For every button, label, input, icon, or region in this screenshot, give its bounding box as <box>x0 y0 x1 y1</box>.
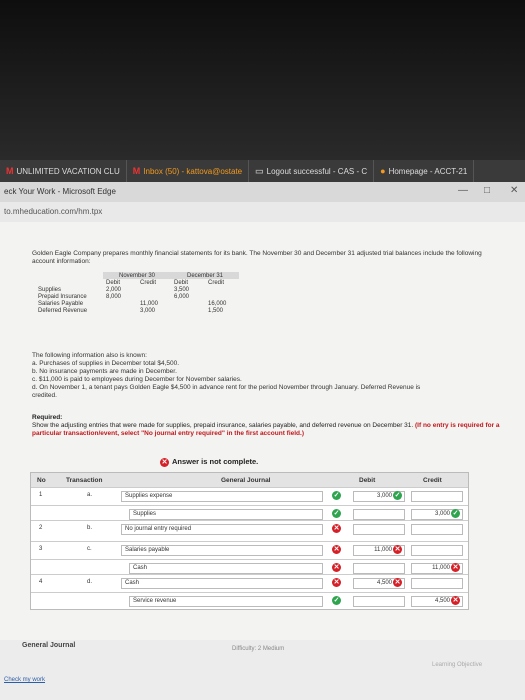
check-icon: ✓ <box>452 510 459 517</box>
cross-icon: ✕ <box>333 564 340 571</box>
tab-homepage[interactable] <box>374 160 474 182</box>
banner-text: Answer is not complete. <box>172 457 259 466</box>
tab-label: UNLIMITED VACATION CLU <box>16 166 120 176</box>
credit-value: 3,000 <box>434 511 450 517</box>
column-header: Transaction <box>66 477 103 484</box>
browser-tab-bar <box>0 160 525 182</box>
row-number: 2 <box>39 525 43 531</box>
table-row <box>35 300 239 307</box>
transaction-letter: c. <box>87 546 92 552</box>
column-header: Debit <box>359 477 376 484</box>
answer-status-banner <box>160 457 350 469</box>
check-icon: ✓ <box>333 492 340 499</box>
cross-icon: ✕ <box>394 579 401 586</box>
close-icon[interactable]: ✕ <box>510 185 519 196</box>
transaction-letter: b. <box>87 525 93 531</box>
homepage-icon: ● <box>380 166 386 176</box>
credit-value: 11,000 <box>432 565 450 571</box>
account-value: Cash <box>133 565 148 571</box>
account-field[interactable] <box>121 545 323 556</box>
tab-unlimited-vacation[interactable] <box>0 160 127 182</box>
trial-balance-table <box>35 272 239 314</box>
error-icon: ✕ <box>161 458 168 466</box>
debit-field[interactable] <box>353 524 405 535</box>
url-text: to.mheducation.com/hm.tpx <box>4 207 103 216</box>
transaction-letter: a. <box>87 492 93 498</box>
cell: 6,000 <box>174 293 190 300</box>
gmail-icon: M <box>132 166 141 176</box>
account-field[interactable] <box>121 578 323 589</box>
table-row <box>35 307 239 314</box>
transaction-letter: d. <box>87 579 93 585</box>
credit-field[interactable] <box>411 545 463 556</box>
table-row <box>31 520 468 541</box>
credit-value: 4,500 <box>434 598 450 604</box>
cell <box>205 293 239 300</box>
cell <box>171 300 205 307</box>
debit-field[interactable] <box>353 596 405 607</box>
learning-objective-label: Learning Objective <box>432 662 483 668</box>
column-header: Debit <box>106 279 121 286</box>
minimize-icon[interactable]: — <box>458 185 468 196</box>
account-name: Prepaid Insurance <box>38 293 87 300</box>
column-header: Credit <box>208 279 225 286</box>
account-name: Deferred Revenue <box>38 307 88 314</box>
account-value: Service revenue <box>133 598 177 604</box>
address-bar[interactable] <box>0 202 525 223</box>
tab-label: Inbox (50) - kattova@ostate <box>143 166 243 176</box>
account-value: Salaries payable <box>125 547 170 553</box>
journal-rows <box>31 487 468 609</box>
account-value: No journal entry required <box>125 526 192 532</box>
required-label: Required: <box>32 414 63 421</box>
tab-label: Logout successful - CAS - C <box>266 166 368 176</box>
row-number: 1 <box>39 492 43 498</box>
problem-intro: Golden Eagle Company prepares monthly financial statements for its bank. The November 30 and December 31 adjusted trial balances include the following account information: <box>32 250 482 265</box>
cell: 11,000 <box>140 300 158 307</box>
table-row <box>31 592 468 609</box>
credit-field[interactable] <box>411 491 463 502</box>
window-title-bar <box>0 182 525 202</box>
check-icon: ✓ <box>394 492 401 499</box>
account-field[interactable] <box>129 596 323 607</box>
tab-inbox[interactable] <box>127 160 249 182</box>
column-header: Debit <box>174 279 189 286</box>
info-line: a. Purchases of supplies in December total $4,500. <box>32 360 180 367</box>
maximize-icon[interactable]: □ <box>484 185 491 196</box>
cell: 8,000 <box>106 293 122 300</box>
cell: 1,500 <box>208 307 224 314</box>
cell: 16,000 <box>208 300 227 307</box>
check-icon: ✓ <box>333 510 340 517</box>
cell <box>171 307 205 314</box>
required-instruction: (If no entry is required for a particular transaction/event, select "No journal entry required" in the first account field.) <box>32 422 500 437</box>
cell: 3,000 <box>140 307 156 314</box>
info-title: The following information also is known: <box>32 352 147 359</box>
cell: 2,000 <box>106 286 122 293</box>
period-header: November 30 <box>103 272 171 279</box>
debit-field[interactable] <box>353 509 405 520</box>
table-row <box>35 293 239 300</box>
journal-table <box>30 472 469 610</box>
period-header: December 31 <box>171 272 239 279</box>
info-line: c. $11,000 is paid to employees during December for November salaries. <box>32 376 242 383</box>
row-number: 3 <box>39 546 43 552</box>
window-title: eck Your Work - Microsoft Edge <box>4 187 116 196</box>
row-number: 4 <box>39 579 43 585</box>
account-field[interactable] <box>129 509 323 520</box>
cross-icon: ✕ <box>452 597 459 604</box>
account-name: Salaries Payable <box>38 300 84 307</box>
tab-logout[interactable] <box>249 160 374 182</box>
cell <box>103 307 137 314</box>
cell: 3,500 <box>174 286 190 293</box>
info-line: credited. <box>32 392 57 399</box>
column-header: Credit <box>140 279 157 286</box>
cell <box>137 286 171 293</box>
column-header: No <box>37 477 46 484</box>
gmail-icon: M <box>6 166 14 176</box>
account-name: Supplies <box>38 286 62 293</box>
info-line: b. No insurance payments are made in December. <box>32 368 177 375</box>
difficulty-label: Difficulty: 2 Medium <box>232 646 285 652</box>
cross-icon: ✕ <box>394 546 401 553</box>
journal-header <box>31 473 468 487</box>
page-footer <box>0 640 525 700</box>
account-value: Supplies expense <box>125 493 173 499</box>
credit-field[interactable] <box>411 578 463 589</box>
cross-icon: ✕ <box>333 525 340 532</box>
column-header: General Journal <box>221 477 271 484</box>
cross-icon: ✕ <box>452 564 459 571</box>
tab-label: Homepage - ACCT-21 <box>388 166 468 176</box>
debit-field[interactable] <box>353 563 405 574</box>
required-block <box>32 414 512 438</box>
footer-general-journal[interactable]: General Journal <box>22 642 76 649</box>
account-value: Supplies <box>133 511 157 517</box>
table-row <box>31 487 468 505</box>
table-row <box>35 286 239 293</box>
cross-icon: ✕ <box>333 546 340 553</box>
page-icon: ▭ <box>255 165 264 176</box>
info-line: d. On November 1, a tenant pays Golden Eagle $4,500 in advance rent for the period November through January. Deferred Revenue is <box>32 384 421 391</box>
debit-value: 4,500 <box>376 580 392 586</box>
account-field[interactable] <box>121 524 323 535</box>
debit-value: 3,000 <box>376 493 392 499</box>
table-row <box>31 559 468 574</box>
cell <box>103 300 137 307</box>
debit-value: 11,000 <box>374 547 392 553</box>
cross-icon: ✕ <box>333 579 340 586</box>
required-text: Show the adjusting entries that were made for supplies, prepaid insurance, salaries payable, and deferred revenue on December 31. <box>32 422 414 429</box>
account-field[interactable] <box>129 563 323 574</box>
cell <box>205 286 239 293</box>
check-icon: ✓ <box>333 597 340 604</box>
column-header: Credit <box>423 477 442 484</box>
table-row <box>31 574 468 592</box>
table-row <box>31 541 468 559</box>
cell <box>137 293 171 300</box>
monitor-bezel <box>0 0 525 160</box>
check-my-work-link[interactable]: Check my work <box>4 677 46 683</box>
account-value: Cash <box>125 580 140 586</box>
credit-field[interactable] <box>411 524 463 535</box>
account-field[interactable] <box>121 491 323 502</box>
table-row <box>31 505 468 520</box>
info-block <box>32 352 502 400</box>
